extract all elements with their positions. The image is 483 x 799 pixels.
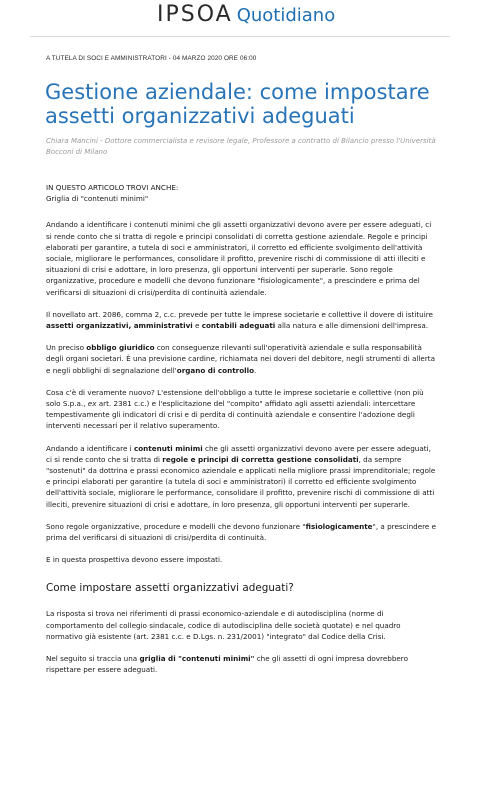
text: Sono regole organizzative, procedure e modelli che devono funzionare " [46, 521, 306, 531]
bold-text: assetti organizzativi [46, 321, 129, 331]
text: Un preciso [46, 343, 87, 353]
text: Cosa c'è di veramente nuovo? L'estensione dell'obbligo a tutte le imprese societarie e collettive (non più solo S.p.a., [46, 387, 424, 409]
in-article-heading: IN QUESTO ARTICOLO TROVI ANCHE: [46, 183, 179, 192]
article-title: Gestione aziendale: come impostare assetti organizzativi adeguati [45, 80, 430, 128]
in-article-box [46, 182, 438, 204]
bold-text: obbligo giuridico [86, 343, 155, 353]
article-author: Chiara Mancini - Dottore commercialista e revisore legale, Professore a contratto di Bilancio presso l'Università Bocconi di Milano [46, 137, 436, 156]
brand-name: IPSOA [157, 2, 233, 27]
paragraph-8: La risposta si trova nei riferimenti di prassi economico-aziendale e di autodisciplina (norme di comportamento del collegio sindacale, codice di autodisciplina delle società quotate) e nel quadro normativo già esistente (art. 2381 c.c. e D.Lgs. n. 231/2001) "integrato" dal Codice della Crisi. [46, 609, 401, 641]
section-heading: Come impostare assetti organizzativi adeguati? [46, 582, 294, 595]
text: Andando a identificare i [46, 443, 134, 453]
in-article-link[interactable]: Griglia di "contenuti minimi" [46, 194, 149, 204]
text: che gli assetti organizzativi devono avere per essere adeguati, ci si rende conto che si tratta di [46, 443, 431, 464]
text: , da sempre "sostenuti" da dottrina e prassi economico aziendale e applicati nella migliore prassi imprenditoriale; regole e principi elaborati per garantire (a tutela di soci e amministratori) il corretto ed efficiente svolgimento dell'attività sociale, migliorare le performance, consolidare il profitto, prevenire rischi di commissione di atti illeciti, prevenire situazioni di crisi e adottare, in loro presenza, gli opportuni interventi per superarle. [46, 454, 436, 509]
paragraph-3 [46, 342, 438, 376]
text: art. 2381 c.c.) e l'esplicitazione del "compito" affidato agli assetti aziendali: intercettare tempestivamente gli indicatori di crisi e di perdita di continuità aziendale e consentire l'adozione degli interventi necessari per il relativo superamento. [46, 399, 416, 431]
masthead [0, 0, 483, 36]
paragraph-9 [46, 653, 438, 675]
bold-text: organo di controllo [176, 365, 255, 375]
bold-text: regole e principi di corretta gestione consolidati [162, 454, 359, 464]
paragraph-1: Andando a identificare i contenuti minimi che gli assetti organizzativi devono avere per essere adeguati, ci si rende conto che si tratta di regole e principi consolidati di corretta gestione aziendale. Regole e principi elaborati per garantire, a tutela di soci e amministratori, il corretto ed efficiente svolgimento dell'attività sociale, migliorare le performances, consolidare il profitto, prevenire rischi di commissione di atti illeciti e situazioni di crisi e adottare, in loro presenza, gli opportuni interventi per superarle. Sono regole organizzative, procedure e modelli che devono funzionare "fisiologicamente", a prescindere e prima del verificarsi di situazioni di crisi/perdita di continuità aziendale. [46, 220, 432, 297]
italic-text: ex [87, 399, 97, 409]
text: con conseguenze rilevanti sull'operatività aziendale e sulla responsabilità degli organi societari. È una previsione cardine, richiamata nei doveri del debitore, negli strumenti di allerta e negli obblighi di segnalazione dell' [46, 343, 435, 375]
paragraph-6 [46, 521, 438, 543]
text: , [128, 321, 134, 331]
brand-subtitle: Quotidiano [236, 5, 336, 26]
article-body [46, 182, 438, 687]
paragraph-4 [46, 387, 438, 432]
bold-text: contabili adeguati [201, 321, 276, 331]
paragraph-2 [46, 309, 438, 331]
text: ", a prescindere e prima del verificarsi di situazioni di crisi/perdita di continuità. [46, 521, 437, 543]
text: Il novellato art. 2086, comma 2, c.c. prevede per tutte le imprese societarie e collettive il dovere di istituire [46, 309, 433, 319]
paragraph-5 [46, 443, 438, 510]
text: e [192, 321, 202, 331]
paragraph-7: E in questa prospettiva devono essere impostati. [46, 555, 223, 565]
bold-text: griglia di "contenuti minimi" [139, 654, 255, 664]
text: Nel seguito si traccia una [46, 654, 140, 664]
article-kicker: A TUTELA DI SOCI E AMMINISTRATORI - 04 MARZO 2020 ORE 06:00 [46, 55, 257, 62]
bold-text: fisiologicamente [305, 521, 373, 531]
bold-text: amministrativi [133, 321, 193, 331]
text: . [254, 365, 257, 375]
text: alla natura e alle dimensioni dell'impresa. [275, 321, 429, 331]
header-divider [30, 36, 450, 37]
bold-text: contenuti minimi [133, 443, 203, 453]
text: che gli assetti di ogni impresa dovrebbero rispettare per essere adeguati. [46, 654, 409, 675]
ipsoa-logo[interactable] [157, 2, 335, 27]
